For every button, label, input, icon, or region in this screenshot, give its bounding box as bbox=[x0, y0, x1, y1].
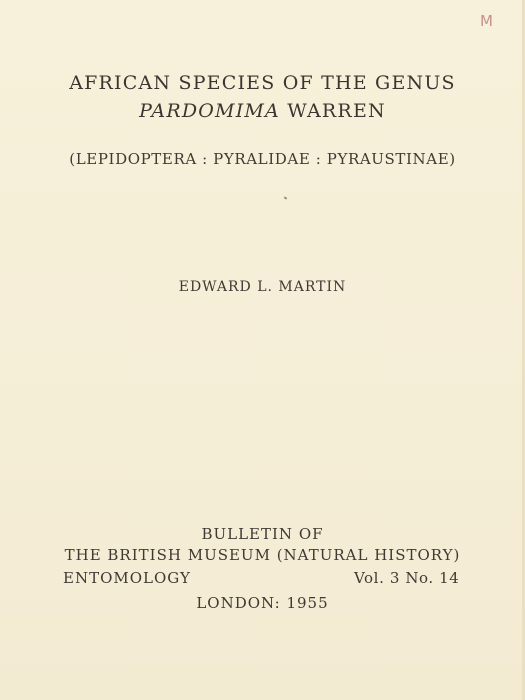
genus-author: WARREN bbox=[279, 100, 386, 122]
author-name: EDWARD L. MARTIN bbox=[178, 279, 347, 295]
handwritten-annotation: M bbox=[480, 12, 493, 30]
imprint-line: LONDON: 1955 bbox=[196, 594, 329, 612]
title-line-1: AFRICAN SPECIES OF THE GENUS bbox=[69, 72, 456, 94]
series-name: ENTOMOLOGY bbox=[63, 569, 191, 587]
volume-number: Vol. 3 No. 14 bbox=[354, 569, 460, 587]
bulletin-line-1: BULLETIN OF bbox=[201, 525, 324, 543]
paper-speck bbox=[284, 196, 288, 199]
taxonomy-subtitle: (LEPIDOPTERA : PYRALIDAE : PYRAUSTINAE) bbox=[69, 150, 456, 168]
bulletin-line-2: THE BRITISH MUSEUM (NATURAL HISTORY) bbox=[64, 546, 461, 564]
genus-name: PARDOMIMA bbox=[139, 100, 280, 122]
title-line-2 bbox=[0, 100, 525, 122]
